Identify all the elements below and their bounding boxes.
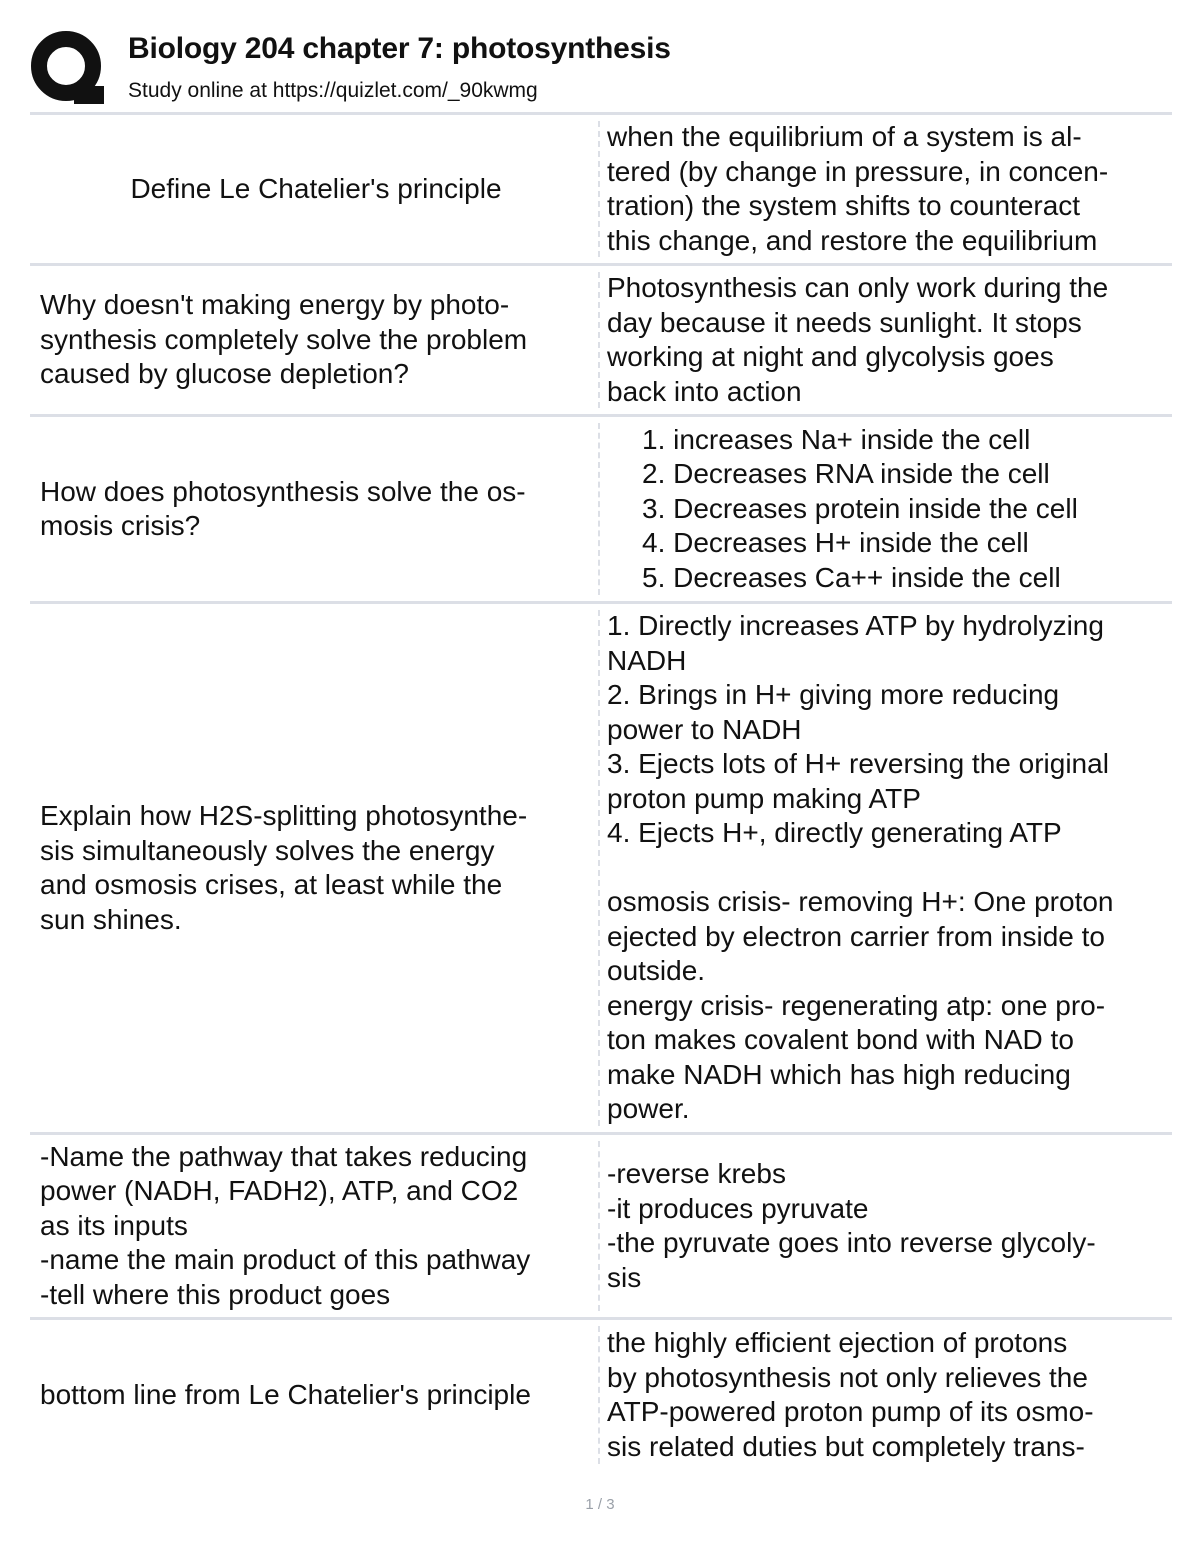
definition-cell <box>607 604 1169 1132</box>
column-divider <box>598 272 600 408</box>
column-divider <box>598 423 600 595</box>
page-indicator: 1 / 3 <box>585 1496 615 1513</box>
definition-cell <box>607 115 1169 263</box>
flashcard-row <box>30 1320 1172 1470</box>
term-text: Why doesn't making energy by photo- synthesis completely solve the problem caused by glucose depletion? <box>40 289 528 390</box>
column-divider <box>598 121 600 257</box>
definition-text: Photosynthesis can only work during the day because it needs sunlight. It stops working at night and glycolysis goes back into action <box>607 272 1109 407</box>
definition-cell <box>642 417 1169 601</box>
term-cell <box>40 115 592 263</box>
term-text: Explain how H2S-splitting photosynthe- sis simultaneously solves the energy and osmosis crises, at least while the sun shines. <box>40 800 528 935</box>
flashcard-row <box>30 266 1172 414</box>
flashcard-row <box>30 417 1172 601</box>
definition-text: when the equilibrium of a system is al- tered (by change in pressure, in concen- tration) the system shifts to counteract this change, and restore the equilibrium <box>607 121 1109 256</box>
term-cell <box>40 1320 592 1470</box>
term-cell <box>40 266 592 414</box>
quizlet-logo-icon <box>30 30 106 106</box>
page-title: Biology 204 chapter 7: photosynthesis <box>128 32 671 65</box>
term-cell <box>40 417 592 601</box>
term-cell <box>40 1135 592 1317</box>
definition-cell <box>607 1320 1169 1470</box>
definition-text: 1. increases Na+ inside the cell 2. Decreases RNA inside the cell 3. Decreases protein inside the cell 4. Decreases H+ inside the cell 5. Decreases Ca++ inside the cell <box>642 423 1078 593</box>
term-text: -Name the pathway that takes reducing power (NADH, FADH2), ATP, and CO2 as its inputs -name the main product of this pathway -tell where this product goes <box>40 1140 531 1310</box>
term-text: Define Le Chatelier's principle <box>130 172 502 204</box>
document-header <box>30 30 1180 110</box>
column-divider <box>598 610 600 1126</box>
term-text: How does photosynthesis solve the os- mosis crisis? <box>40 475 526 541</box>
flashcard-row <box>30 1135 1172 1317</box>
flashcard-row <box>30 604 1172 1132</box>
study-link[interactable]: Study online at https://quizlet.com/_90kwmg <box>128 79 538 102</box>
column-divider <box>598 1326 600 1464</box>
definition-text: 1. Directly increases ATP by hydrolyzing NADH 2. Brings in H+ giving more reducing power to NADH 3. Ejects lots of H+ reversing the original proton pump making ATP 4. Ejects H+, directly generating ATP osmosis crisis- removing H+: One proton ejected by electron carrier from inside to outside. energy crisis- regenerating atp: one pro- ton makes covalent bond with NAD to make NADH which has high reducing power. <box>607 610 1114 1125</box>
term-cell <box>40 604 592 1132</box>
term-text: bottom line from Le Chatelier's principle <box>40 1378 531 1410</box>
definition-cell <box>607 266 1169 414</box>
definition-text: the highly efficient ejection of protons by photosynthesis not only relieves the ATP-powered proton pump of its osmo- sis related duties but completely trans- <box>607 1327 1094 1462</box>
definition-text: -reverse krebs -it produces pyruvate -the pyruvate goes into reverse glycoly- sis <box>607 1158 1096 1293</box>
flashcard-row <box>30 115 1172 263</box>
column-divider <box>598 1141 600 1311</box>
definition-cell <box>607 1135 1169 1317</box>
